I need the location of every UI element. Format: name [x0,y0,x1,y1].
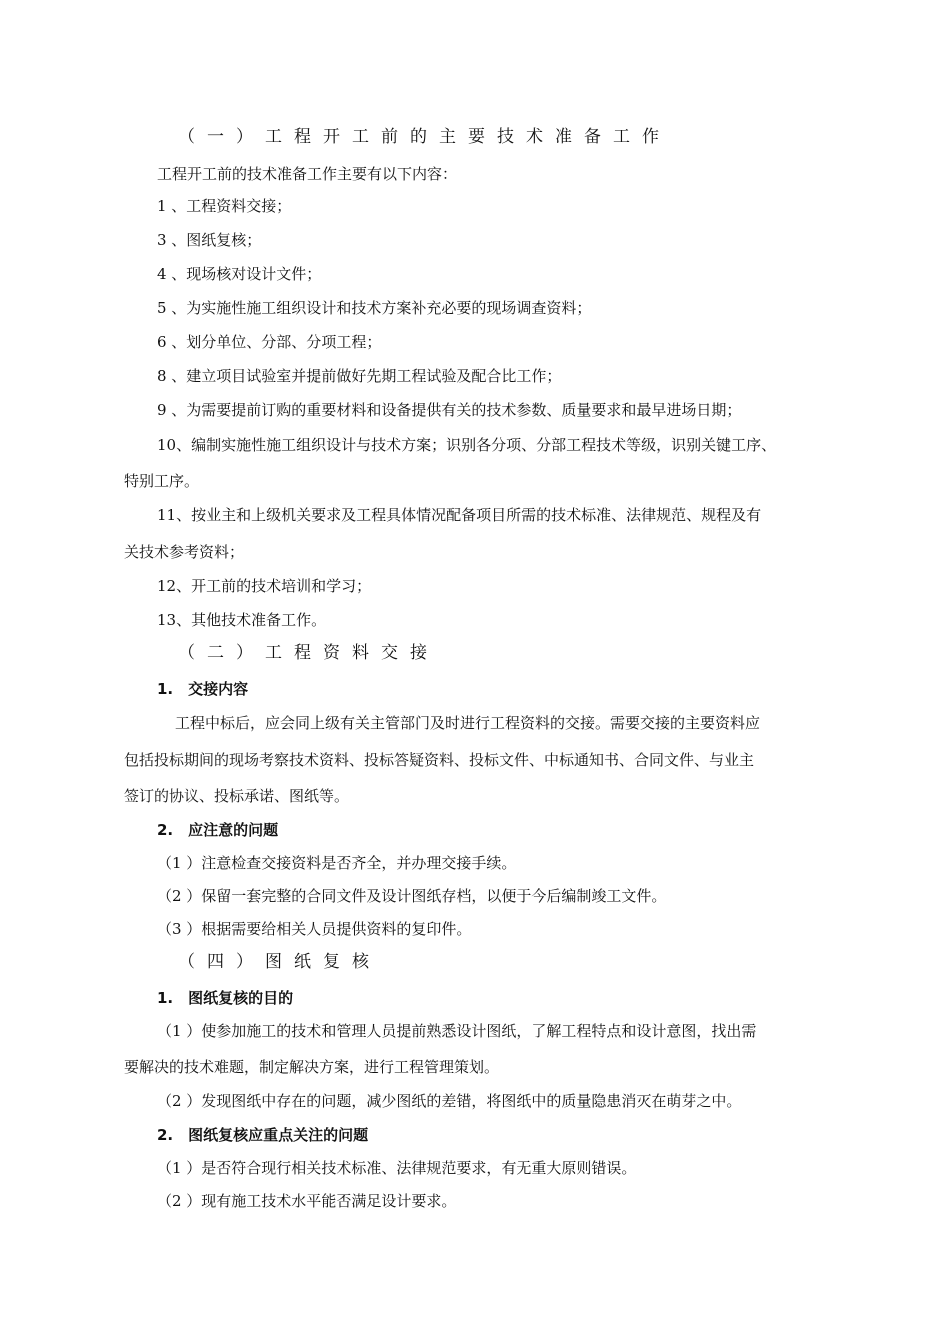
list-item: 6 、划分单位、分部、分项工程； [157,333,382,351]
paragraph-line: 签订的协议、投标承诺、图纸等。 [124,787,350,805]
section-2-subheading-2: 2. 应注意的问题 [157,821,279,839]
list-item: 8 、建立项目试验室并提前做好先期工程试验及配合比工作； [157,367,562,385]
list-item: （2 ）保留一套完整的合同文件及设计图纸存档，以便于今后编制竣工文件。 [157,887,667,905]
section-2-subheading-1: 1. 交接内容 [157,680,249,698]
list-item: 4 、现场核对设计文件； [157,265,322,283]
list-item-continuation: 特别工序。 [124,472,200,490]
list-item: （1 ）使参加施工的技术和管理人员提前熟悉设计图纸，了解工程特点和设计意图，找出需 [157,1022,757,1040]
section-1-intro: 工程开工前的技术准备工作主要有以下内容： [157,165,458,183]
list-item: 9 、为需要提前订购的重要材料和设备提供有关的技术参数、质量要求和最早进场日期； [157,401,742,419]
list-item: 11、按业主和上级机关要求及工程具体情况配备项目所需的技术标准、法律规范、规程及有 [157,506,762,524]
list-item-continuation: 要解决的技术难题，制定解决方案，进行工程管理策划。 [124,1058,500,1076]
section-4-subheading-2: 2. 图纸复核应重点关注的问题 [157,1126,369,1144]
list-item: 13、其他技术准备工作。 [157,611,327,629]
list-item: （3 ）根据需要给相关人员提供资料的复印件。 [157,920,472,938]
list-item: 12、开工前的技术培训和学习； [157,577,372,595]
list-item: （1 ）是否符合现行相关技术标准、法律规范要求，有无重大原则错误。 [157,1159,637,1177]
list-item-continuation: 关技术参考资料； [124,543,245,561]
section-1-title: （一）工程开工前的主要技术准备工作 [178,127,671,147]
list-item: （2 ）发现图纸中存在的问题，减少图纸的差错，将图纸中的质量隐患消灭在萌芽之中。 [157,1092,742,1110]
list-item: 1 、工程资料交接； [157,197,292,215]
list-item: 5 、为实施性施工组织设计和技术方案补充必要的现场调查资料； [157,299,592,317]
section-4-subheading-1: 1. 图纸复核的目的 [157,989,294,1007]
list-item: （2 ）现有施工技术水平能否满足设计要求。 [157,1192,457,1210]
list-item: 10、编制实施性施工组织设计与技术方案；识别各分项、分部工程技术等级，识别关键工序、 [157,436,777,454]
section-2-title: （二）工程资料交接 [178,643,439,663]
paragraph-line: 工程中标后，应会同上级有关主管部门及时进行工程资料的交接。需要交接的主要资料应 [175,714,761,732]
list-item: （1 ）注意检查交接资料是否齐全，并办理交接手续。 [157,854,517,872]
list-item: 3 、图纸复核； [157,231,262,249]
paragraph-line: 包括投标期间的现场考察技术资料、投标答疑资料、投标文件、中标通知书、合同文件、与业主 [124,751,755,769]
section-4-title: （四）图纸复核 [178,952,381,972]
